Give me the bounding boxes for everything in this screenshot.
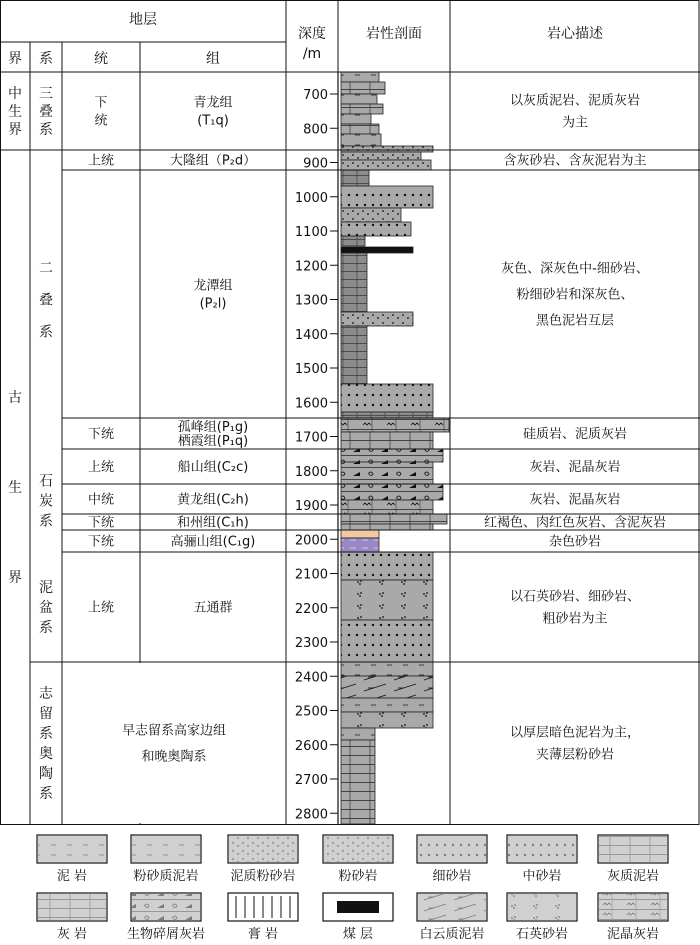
description-text: 灰色、深灰色中-细砂岩、 — [501, 261, 649, 277]
legend-label: 中砂岩 — [522, 869, 562, 884]
system-label: 系 — [39, 726, 53, 743]
legend-label: 细砂岩 — [432, 869, 472, 884]
lithology-layer — [341, 124, 379, 134]
description-text: 灰岩、泥晶灰岩 — [529, 460, 621, 476]
formation-label: 栖霞组(P₁q) — [177, 434, 249, 450]
legend-item-quartz-sandstone — [507, 893, 577, 942]
depth-tick-label: 2500 — [294, 704, 328, 720]
depth-axis — [295, 72, 338, 824]
formation-label: 和晚奥陶系 — [141, 749, 207, 765]
description-text: 粉细砂岩和深灰色、 — [516, 287, 634, 303]
series-label: 上统 — [87, 600, 115, 616]
legend-item-coal — [323, 893, 393, 942]
system-label: 三 — [39, 86, 53, 103]
depth-tick-label: 1500 — [294, 362, 328, 377]
header-era: 界 — [8, 51, 22, 67]
lithology-layer — [341, 146, 433, 152]
header-depth-unit: /m — [302, 46, 322, 62]
lithology-layer — [341, 712, 433, 728]
legend — [37, 835, 668, 942]
description-text: 为主 — [561, 115, 589, 131]
series-label: 统 — [94, 113, 108, 129]
lithology-layer — [341, 676, 433, 698]
depth-tick-label: 1300 — [294, 293, 328, 309]
formation-label: 高骊山组(C₁g) — [170, 534, 256, 550]
lithology-layer — [341, 484, 443, 500]
system-label: 系 — [39, 513, 53, 530]
formation-label: 青龙组 — [193, 95, 233, 111]
description-text: 以石英砂岩、细砂岩、 — [509, 589, 641, 605]
header-strata: 地层 — [129, 12, 157, 28]
legend-item-micritic-limestone — [598, 893, 668, 942]
description-text: 灰岩、泥晶灰岩 — [529, 492, 621, 508]
lithology-layer — [341, 662, 433, 676]
lithology-layer — [341, 208, 401, 222]
system-label: 叠 — [39, 104, 53, 121]
depth-tick-label: 2100 — [294, 567, 328, 583]
lithology-layer — [341, 412, 433, 418]
lithology-layer — [341, 104, 383, 114]
lithology-layer — [341, 418, 449, 432]
lithology-layer — [341, 114, 371, 124]
legend-item-muddy-siltstone — [228, 835, 298, 884]
formation-label: (T₁q) — [197, 113, 229, 129]
system-label: 志 — [39, 686, 53, 703]
legend-item-fine-sandstone — [417, 835, 487, 884]
era-label: 生 — [8, 104, 22, 121]
lithology-layer — [341, 530, 379, 538]
legend-item-gypsum — [228, 893, 298, 942]
depth-tick-label: 700 — [303, 88, 328, 103]
formation-label: 五通群 — [193, 600, 233, 616]
lithology-layer — [341, 384, 433, 412]
depth-tick-label: 1600 — [294, 396, 328, 412]
depth-tick-label: 1900 — [294, 499, 328, 514]
system-label: 奥 — [39, 746, 53, 763]
depth-tick-label: 1800 — [294, 464, 328, 480]
lithology-layer — [341, 170, 369, 186]
header-formation: 组 — [206, 51, 220, 67]
lithology-layer — [341, 432, 433, 449]
formation-label: 早志留系高家边组 — [121, 723, 227, 739]
formation-label: 船山组(C₂c) — [177, 460, 249, 476]
system-label: 泥 — [39, 580, 53, 597]
system-label: 盆 — [39, 600, 53, 617]
legend-label: 石英砂岩 — [515, 927, 569, 942]
legend-item-mudstone — [37, 835, 107, 884]
era-label: 生 — [8, 480, 22, 497]
header-core-description: 岩心描述 — [547, 26, 603, 42]
lithology-layer — [341, 552, 433, 580]
legend-item-calcareous-mudstone — [598, 835, 668, 884]
header-depth: 深度 — [298, 26, 326, 42]
depth-tick-label: 1200 — [294, 259, 328, 275]
system-label: 陶 — [39, 766, 53, 783]
depth-tick-label: 2700 — [294, 773, 328, 788]
lithology-layer — [341, 160, 431, 170]
legend-item-siltstone — [323, 835, 393, 884]
depth-tick-label: 2400 — [294, 670, 328, 686]
lithology-layer — [341, 152, 421, 160]
lithology-layer — [341, 580, 433, 620]
lithology-layer — [341, 449, 443, 462]
lithology-layer — [341, 740, 375, 824]
legend-label: 粉砂质泥岩 — [133, 869, 199, 884]
description-text: 含灰砂岩、含灰泥岩为主 — [503, 153, 647, 169]
legend-label: 煤 层 — [342, 927, 374, 942]
formation-label: (P₂l) — [199, 296, 227, 312]
legend-label: 生物碎屑灰岩 — [126, 927, 206, 942]
lithology-layer — [341, 82, 385, 94]
era-label: 中 — [8, 86, 22, 103]
system-label: 系 — [39, 324, 53, 341]
system-label: 留 — [39, 706, 53, 723]
series-label: 下统 — [87, 427, 115, 443]
system-label: 叠 — [39, 292, 53, 309]
legend-label: 粉砂岩 — [338, 869, 378, 884]
depth-tick-label: 2200 — [294, 601, 328, 617]
legend-label: 白云质泥岩 — [419, 927, 485, 942]
era-label: 古 — [8, 390, 22, 407]
lithology-layer — [341, 538, 379, 552]
legend-label: 灰质泥岩 — [606, 869, 660, 884]
lithology-layer — [341, 728, 375, 740]
depth-tick-label: 2600 — [294, 738, 328, 754]
lithology-layer — [341, 236, 365, 246]
depth-tick-label: 800 — [303, 122, 328, 138]
formation-label: 和州组(C₁h) — [177, 515, 249, 531]
header-lithology: 岩性剖面 — [366, 26, 422, 42]
description-text: 粗砂岩为主 — [542, 611, 608, 627]
legend-item-bioclastic-limestone — [127, 893, 205, 942]
legend-label: 泥质粉砂岩 — [230, 869, 296, 884]
lithology-layer — [341, 462, 433, 484]
system-label: 二 — [39, 260, 53, 277]
depth-tick-label: 1400 — [294, 327, 328, 343]
depth-tick-label: 900 — [303, 156, 328, 172]
description-text: 夹薄层粉砂岩 — [535, 747, 615, 763]
description-text: 黑色泥岩互层 — [535, 313, 615, 329]
system-label: 石 — [39, 473, 53, 490]
system-label: 系 — [39, 620, 53, 637]
legend-item-dolomitic-mudstone — [417, 893, 487, 942]
depth-tick-label: 1700 — [294, 430, 328, 446]
lithology-layer — [341, 500, 433, 514]
lithology-layer — [341, 72, 379, 82]
series-label: 下统 — [87, 534, 115, 550]
legend-item-medium-sandstone — [507, 835, 577, 884]
depth-tick-label: 2300 — [294, 636, 328, 651]
table-header — [8, 11, 603, 67]
formation-label: 龙潭组 — [193, 278, 233, 294]
description-text: 杂色砂岩 — [548, 534, 602, 550]
legend-label: 泥 岩 — [56, 869, 88, 884]
system-label: 炭 — [39, 493, 53, 510]
series-label: 下统 — [87, 515, 115, 531]
legend-item-silty-mudstone — [131, 835, 201, 884]
lithology-layer — [341, 524, 433, 530]
era-label: 界 — [8, 570, 22, 587]
legend-label: 膏 岩 — [247, 927, 279, 942]
lithology-layer — [341, 312, 413, 326]
depth-tick-label: 2000 — [294, 533, 328, 549]
era-label: 界 — [8, 122, 22, 139]
legend-label: 泥晶灰岩 — [606, 927, 660, 942]
formation-label: 大隆组（P₂d） — [169, 153, 257, 169]
coal-layer — [341, 247, 413, 252]
series-label: 中统 — [87, 492, 115, 508]
system-label: 系 — [39, 786, 53, 803]
series-label: 上统 — [87, 153, 115, 169]
description-text: 以厚层暗色泥岩为主， — [509, 725, 641, 741]
header-series: 统 — [94, 51, 108, 67]
series-label: 上统 — [87, 460, 115, 476]
lithology-layer — [341, 253, 367, 312]
depth-tick-label: 1000 — [294, 190, 328, 206]
description-text: 红褐色、肉红色灰岩、含泥灰岩 — [483, 515, 667, 531]
lithology-layer — [341, 186, 433, 208]
depth-tick-label: 1100 — [294, 225, 328, 240]
lithology-layer — [341, 134, 381, 146]
lithology-layer — [341, 94, 377, 104]
table-cells — [8, 85, 666, 802]
lithology-layer — [341, 222, 411, 236]
description-text: 硅质岩、泥质灰岩 — [522, 427, 628, 443]
header-system: 系 — [39, 51, 53, 67]
depth-tick-label: 2800 — [294, 807, 328, 823]
series-label: 下 — [94, 95, 108, 111]
legend-item-limestone — [37, 893, 107, 942]
lithology-layer — [341, 514, 447, 524]
lithology-layer — [341, 620, 433, 662]
description-text: 以灰质泥岩、泥质灰岩 — [509, 93, 641, 109]
system-label: 系 — [39, 122, 53, 139]
lithology-layer — [341, 698, 433, 712]
legend-label: 灰 岩 — [56, 927, 88, 942]
lithology-column — [341, 72, 449, 824]
formation-label: 孤峰组(P₁g) — [177, 420, 249, 436]
lithology-layer — [341, 326, 367, 384]
formation-label: 黄龙组(C₂h) — [177, 492, 249, 508]
